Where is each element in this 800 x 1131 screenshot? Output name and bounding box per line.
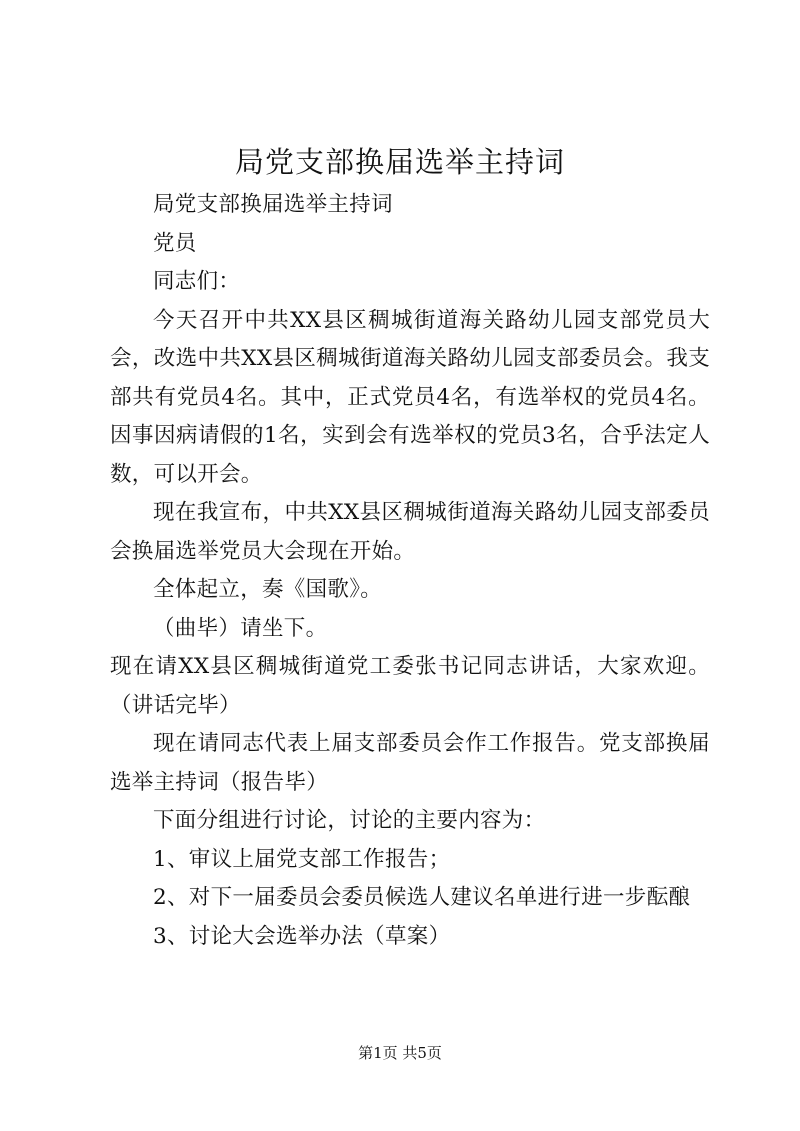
list-item-3: 3、讨论大会选举办法（草案） [153, 923, 451, 949]
page-footer: 第1页 共5页 [358, 1044, 442, 1062]
paragraph-work-report: 现在请同志代表上届支部委员会作工作报告。党支部换届选举主持词（报告毕） [110, 731, 710, 795]
paragraph-meeting-intro: 今天召开中共XX县区稠城街道海关路幼儿园支部党员大会，改选中共XX县区稠城街道海关路幼儿园支部委员会。我支部共有党员4名。其中，正式党员4名，有选举权的党员4名。因事因病请假的1名，实到会有选举权的党员3名，合乎法定人数，可以开会。 [110, 307, 710, 487]
document-title: 局党支部换届选举主持词 [234, 145, 565, 179]
document-body [110, 186, 710, 956]
paragraph-speech: 现在请XX县区稠城街道党工委张书记同志讲话，大家欢迎。（讲话完毕） [110, 654, 710, 718]
paragraph-sit-down: （曲毕）请坐下。 [153, 615, 328, 641]
list-item-1: 1、审议上届党支部工作报告； [153, 846, 451, 872]
paragraph-discussion: 下面分组进行讨论，讨论的主要内容为： [153, 808, 546, 833]
paragraph-subtitle: 局党支部换届选举主持词 [153, 192, 393, 217]
paragraph-anthem: 全体起立，奏《国歌》。 [153, 577, 383, 602]
paragraph-announcement: 现在我宣布，中共XX县区稠城街道海关路幼儿园支部委员会换届选举党员大会现在开始。 [110, 500, 710, 564]
list-item-2: 2、对下一届委员会委员候选人建议名单进行进一步酝酿 [153, 885, 691, 910]
paragraph-party-members: 党员 [153, 230, 197, 256]
paragraph-greeting: 同志们： [153, 269, 241, 294]
